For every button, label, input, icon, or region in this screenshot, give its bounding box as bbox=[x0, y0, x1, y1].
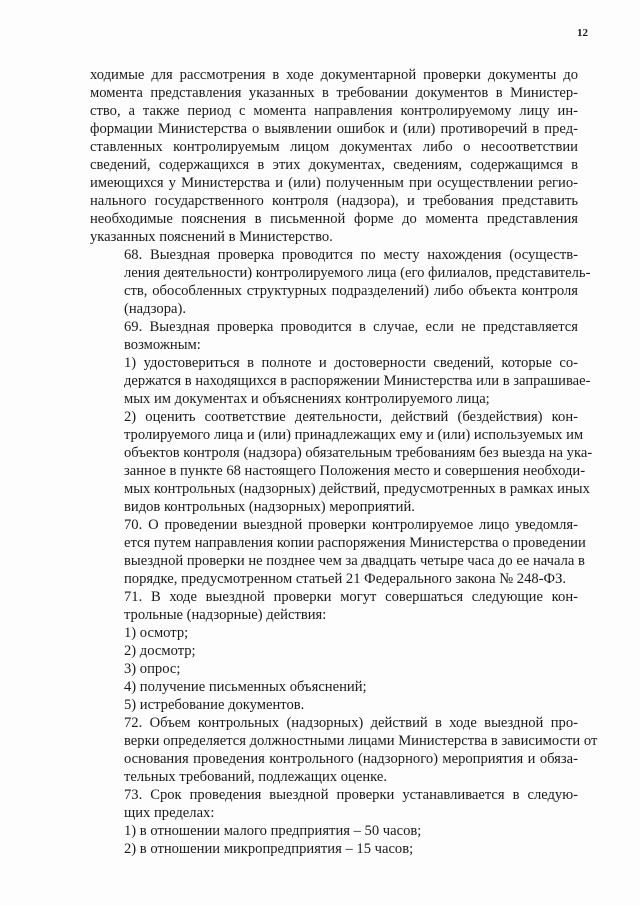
text-line: трольные (надзорные) действия: bbox=[124, 607, 327, 623]
text-line: нального государственного контроля (надзора), и требования представить bbox=[90, 193, 578, 209]
text-line: выездной проверки не позднее чем за двадцать четыре часа до ее начала в bbox=[124, 553, 585, 569]
inspection-duration-list bbox=[90, 822, 578, 858]
text-line: ств, обособленных структурных подразделений) либо объекта контроля bbox=[124, 283, 578, 299]
text-line: ставленных контролируемым лицом документах либо о несоответствии bbox=[90, 139, 578, 155]
text-line: 1) удостовериться в полноте и достоверности сведений, которые со- bbox=[124, 355, 578, 371]
control-actions-list bbox=[90, 624, 578, 714]
paragraph bbox=[90, 246, 591, 318]
text-line: указанных пояснений в Министерство. bbox=[90, 229, 333, 245]
text-line: тролируемого лица и (или) принадлежащих ему и (или) используемых им bbox=[124, 427, 584, 443]
text-line: сведений, содержащихся в этих документах, сведениям, содержащимся в bbox=[90, 157, 578, 173]
text-line: ходимые для рассмотрения в ходе документарной проверки документы до bbox=[90, 67, 578, 83]
text-line: мых им документах и объяснениях контролируемого лица; bbox=[124, 391, 490, 407]
paragraph bbox=[90, 66, 578, 246]
text-line: 69. Выездная проверка проводится в случае, если не представляется bbox=[124, 319, 578, 335]
paragraphs-before-list bbox=[90, 66, 593, 624]
list-item: 2) досмотр; bbox=[124, 643, 196, 659]
text-line: 72. Объем контрольных (надзорных) действий в ходе выездной про- bbox=[124, 715, 578, 731]
text-line: имеющихся у Министерства и (или) полученным при осуществлении регио- bbox=[90, 175, 578, 191]
text-line: формации Министерства о выявлении ошибок и (или) противоречий в пред- bbox=[90, 121, 578, 137]
paragraph bbox=[90, 786, 578, 822]
text-line: объектов контроля (надзора) обязательным требованиям без выезда на ука- bbox=[124, 445, 593, 461]
paragraph bbox=[90, 354, 591, 408]
list-item: 2) в отношении микропредприятия – 15 часов; bbox=[124, 841, 414, 857]
text-line: 70. О проведении выездной проверки контролируемое лицо уведомля- bbox=[124, 517, 578, 533]
list-item: 4) получение письменных объяснений; bbox=[124, 679, 367, 695]
document-body bbox=[90, 66, 598, 858]
list-item: 3) опрос; bbox=[124, 661, 181, 677]
text-line: ство, а также период с момента направления контролируемому лицу ин- bbox=[90, 103, 578, 119]
text-line: 73. Срок проведения выездной проверки устанавливается в следую- bbox=[124, 787, 578, 803]
list-item: 1) осмотр; bbox=[124, 625, 189, 641]
paragraphs-after-list bbox=[90, 714, 598, 822]
list-item: 5) истребование документов. bbox=[124, 697, 305, 713]
text-line: момента представления указанных в требовании документов в Министер- bbox=[90, 85, 578, 101]
text-line: порядке, предусмотренном статьей 21 Федерального закона № 248-ФЗ. bbox=[124, 571, 567, 587]
paragraph bbox=[90, 408, 593, 516]
text-line: тельных требований, подлежащих оценке. bbox=[124, 769, 387, 785]
paragraph bbox=[90, 714, 598, 786]
text-line: видов контрольных (надзорных) мероприятий. bbox=[124, 499, 415, 515]
text-line: возможным: bbox=[124, 337, 201, 353]
page-number: 12 bbox=[577, 27, 588, 39]
text-line: держатся в находящихся в распоряжении Министерства или в запрашивае- bbox=[124, 373, 591, 389]
text-line: 68. Выездная проверка проводится по месту нахождения (осуществ- bbox=[124, 247, 578, 263]
text-line: ется путем направления копии распоряжения Министерства о проведении bbox=[124, 535, 586, 551]
text-line: щих пределах: bbox=[124, 805, 215, 821]
text-line: ления деятельности) контролируемого лица (его филиалов, представитель- bbox=[124, 265, 591, 281]
paragraph bbox=[90, 516, 586, 588]
list-item: 1) в отношении малого предприятия – 50 часов; bbox=[124, 823, 422, 839]
text-line: (надзора). bbox=[124, 301, 187, 317]
paragraph bbox=[90, 588, 578, 624]
text-line: верки определяется должностными лицами Министерства в зависимости от bbox=[124, 733, 598, 749]
text-line: необходимые пояснения в письменной форме до момента представления bbox=[90, 211, 578, 227]
text-line: 71. В ходе выездной проверки могут совершаться следующие кон- bbox=[124, 589, 578, 605]
paragraph bbox=[90, 318, 578, 354]
text-line: 2) оценить соответствие деятельности, действий (бездействия) кон- bbox=[124, 409, 578, 425]
text-line: занное в пункте 68 настоящего Положения место и совершения необходи- bbox=[124, 463, 586, 479]
text-line: основания проведения контрольного (надзорного) мероприятия и обяза- bbox=[124, 751, 578, 767]
text-line: мых контрольных (надзорных) действий, предусмотренных в рамках иных bbox=[124, 481, 590, 497]
